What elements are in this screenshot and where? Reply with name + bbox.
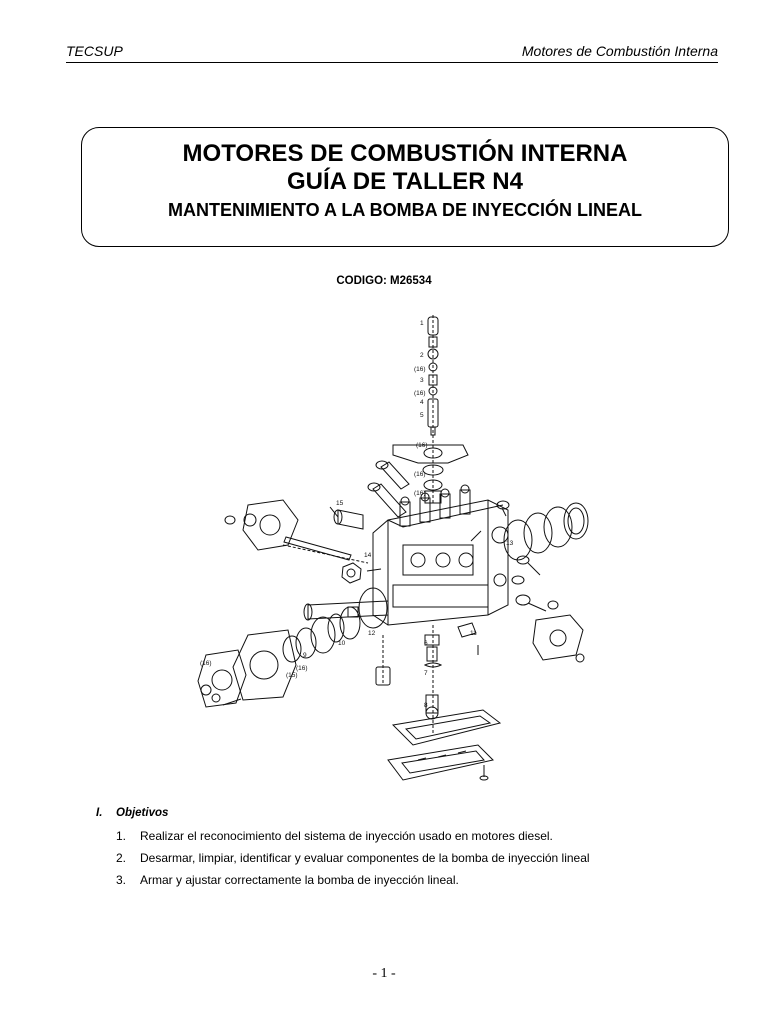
part-callout-label: (16) bbox=[200, 660, 212, 667]
part-callout-label: 8 bbox=[424, 702, 428, 709]
objective-number: 1. bbox=[116, 829, 127, 843]
objectives-heading bbox=[96, 807, 716, 819]
document-subtitle: GUÍA DE TALLER N4 bbox=[286, 168, 523, 195]
objective-text: Armar y ajustar correctamente la bomba de inyección lineal. bbox=[140, 873, 459, 887]
part-callout-label: 14 bbox=[364, 552, 372, 559]
part-callout-label: 9 bbox=[303, 652, 307, 659]
header-right-text: Motores de Combustión Interna bbox=[521, 43, 718, 59]
part-callout-label: (16) bbox=[296, 665, 308, 672]
document-title: MOTORES DE COMBUSTIÓN INTERNA bbox=[182, 140, 628, 167]
part-callout-label: 3 bbox=[420, 377, 424, 384]
part-callout-label: (16) bbox=[416, 442, 428, 449]
page-header bbox=[66, 42, 718, 63]
part-callout-label: (15) bbox=[286, 672, 298, 679]
part-callout-label: 10 bbox=[338, 640, 346, 647]
document-code: CODIGO: M26534 bbox=[336, 275, 432, 287]
part-callout-label: 11 bbox=[470, 630, 477, 637]
part-callout-label: (16) bbox=[414, 490, 426, 497]
part-callout-label: 13 bbox=[506, 540, 514, 547]
objective-item bbox=[96, 829, 716, 843]
objective-number: 2. bbox=[116, 851, 127, 865]
objective-text: Realizar el reconocimiento del sistema de inyección usado en motores diesel. bbox=[140, 829, 553, 843]
objectives-list bbox=[96, 829, 716, 887]
part-callout-label: 1 bbox=[420, 320, 424, 327]
page-number: - 1 - bbox=[372, 966, 396, 981]
objective-text: Desarmar, limpiar, identificar y evaluar componentes de la bomba de inyección lineal bbox=[140, 851, 590, 865]
part-callout-label: 5 bbox=[420, 412, 424, 419]
objective-number: 3. bbox=[116, 873, 127, 887]
document-topic: MANTENIMIENTO A LA BOMBA DE INYECCIÓN LINEAL bbox=[168, 200, 642, 220]
part-callout-label: 7 bbox=[424, 670, 428, 677]
part-callout-label: (16) bbox=[414, 390, 426, 397]
injection-pump-exploded-diagram bbox=[188, 305, 600, 785]
part-callout-label: (16) bbox=[414, 471, 426, 478]
objectives-numeral: I. bbox=[96, 807, 103, 819]
objectives-section bbox=[96, 807, 716, 895]
objectives-heading-text: Objetivos bbox=[116, 807, 169, 819]
objective-item bbox=[96, 873, 716, 887]
title-box bbox=[81, 127, 729, 247]
part-callout-label: (16) bbox=[414, 366, 426, 373]
part-callout-label: 2 bbox=[420, 352, 424, 359]
header-left-text: TECSUP bbox=[66, 43, 123, 59]
part-callout-label: 6 bbox=[424, 640, 428, 647]
part-callout-label: 4 bbox=[420, 399, 424, 406]
part-callout-label: 15 bbox=[336, 500, 344, 507]
objective-item bbox=[96, 851, 716, 865]
part-callout-label: 12 bbox=[368, 630, 376, 637]
